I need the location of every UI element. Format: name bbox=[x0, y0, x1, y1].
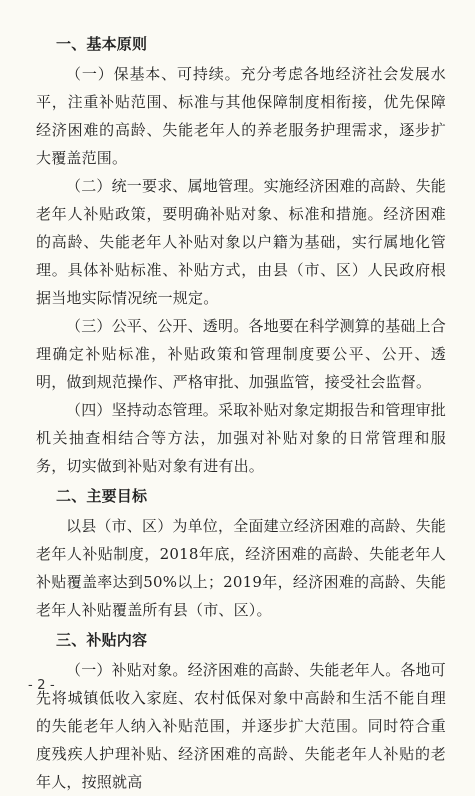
paragraph-main-goals: 以县（市、区）为单位，全面建立经济困难的高龄、失能老年人补贴制度，2018年底，经济困难的高龄、失能老年人补贴覆盖率达到50%以上；2019年，经济困难的高龄、失能老年人补贴覆盖所有县（市、区）。 bbox=[36, 517, 447, 619]
section-heading-basic-principles: 一、基本原则 bbox=[56, 35, 148, 53]
paragraph-principle-3: （三）公平、公开、透明。各地要在科学测算的基础上合理确定补贴标准，补贴政策和管理制度要公平、公开、透明，做到规范操作、严格审批、加强监管，接受社会监督。 bbox=[36, 317, 447, 391]
section-heading-subsidy-content: 三、补贴内容 bbox=[56, 631, 148, 649]
paragraph-principle-2: （二）统一要求、属地管理。实施经济困难的高龄、失能老年人补贴政策，要明确补贴对象、标准和措施。经济困难的高龄、失能老年人补贴对象以户籍为基础，实行属地化管理。具体补贴标准、补贴方式，由县（市、区）人民政府根据当地实际情况统一规定。 bbox=[36, 177, 447, 307]
section-heading-main-goals: 二、主要目标 bbox=[56, 487, 148, 505]
page-number: - 2 - bbox=[28, 678, 55, 693]
document-body bbox=[36, 28, 446, 796]
paragraph-subsidy-targets: （一）补贴对象。经济困难的高龄、失能老年人。各地可先将城镇低收入家庭、农村低保对象中高龄和生活不能自理的失能老年人纳入补贴范围，并逐步扩大范围。同时符合重度残疾人护理补贴、经济困难的高龄、失能老年人补贴的老年人，按照就高 bbox=[36, 661, 447, 791]
paragraph-principle-4: （四）坚持动态管理。采取补贴对象定期报告和管理审批机关抽查相结合等方法，加强对补贴对象的日常管理和服务，切实做到补贴对象有进有出。 bbox=[36, 401, 447, 475]
paragraph-principle-1: （一）保基本、可持续。充分考虑各地经济社会发展水平，注重补贴范围、标准与其他保障制度相衔接，优先保障经济困难的高龄、失能老年人的养老服务护理需求，逐步扩大覆盖范围。 bbox=[36, 65, 446, 167]
